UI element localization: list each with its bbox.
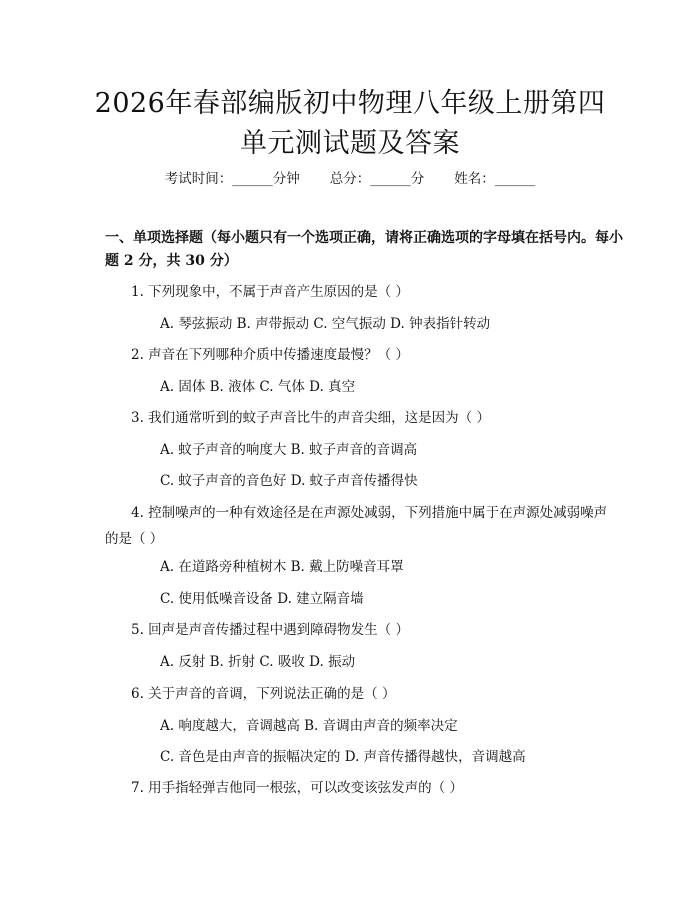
exam-time: 考试时间：______分钟 [164, 171, 300, 187]
question-2-options: A. 固体 B. 液体 C. 气体 D. 真空 [160, 379, 356, 395]
question-5-options: A. 反射 B. 折射 C. 吸收 D. 振动 [160, 654, 356, 670]
question-4: 4. 控制噪声的一种有效途径是在声源处减弱，下列措施中属于在声源处减弱噪声的是（ ） [105, 505, 608, 547]
question-1-options: A. 琴弦振动 B. 声带振动 C. 空气振动 D. 钟表指针转动 [160, 316, 491, 332]
question-7: 7. 用手指轻弹吉他同一根弦，可以改变该弦发声的（ ） [131, 780, 463, 796]
question-6-options-row2: C. 音色是由声音的振幅决定的 D. 声音传播得越快，音调越高 [160, 749, 526, 765]
question-3: 3. 我们通常听到的蚊子声音比牛的声音尖细，这是因为（ ） [131, 410, 490, 426]
question-4-options-row1: A. 在道路旁种植树木 B. 戴上防噪音耳罩 [160, 559, 404, 575]
exam-info [0, 167, 700, 187]
question-3-options-row1: A. 蚊子声音的响度大 B. 蚊子声音的音调高 [160, 442, 418, 458]
question-6-options-row1: A. 响度越大，音调越高 B. 音调由声音的频率决定 [160, 718, 458, 734]
section-heading: 一、单项选择题（每小题只有一个选项正确，请将正确选项的字母填在括号内。每小题 2 分，共 30 分） [105, 230, 623, 269]
exam-name: 姓名：______ [454, 171, 536, 187]
exam-score: 总分：______分 [329, 171, 425, 187]
question-3-options-row2: C. 蚊子声音的音色好 D. 蚊子声音传播得快 [160, 473, 418, 489]
question-5: 5. 回声是声音传播过程中遇到障碍物发生（ ） [131, 622, 409, 638]
page-title: 2026年春部编版初中物理八年级上册第四单元测试题及答案 [94, 88, 606, 159]
question-2: 2. 声音在下列哪种介质中传播速度最慢？（ ） [131, 347, 409, 363]
question-1: 1. 下列现象中，不属于声音产生原因的是（ ） [131, 284, 409, 300]
question-6: 6. 关于声音的音调，下列说法正确的是（ ） [131, 686, 396, 702]
question-4-options-row2: C. 使用低噪音设备 D. 建立隔音墙 [160, 591, 364, 607]
